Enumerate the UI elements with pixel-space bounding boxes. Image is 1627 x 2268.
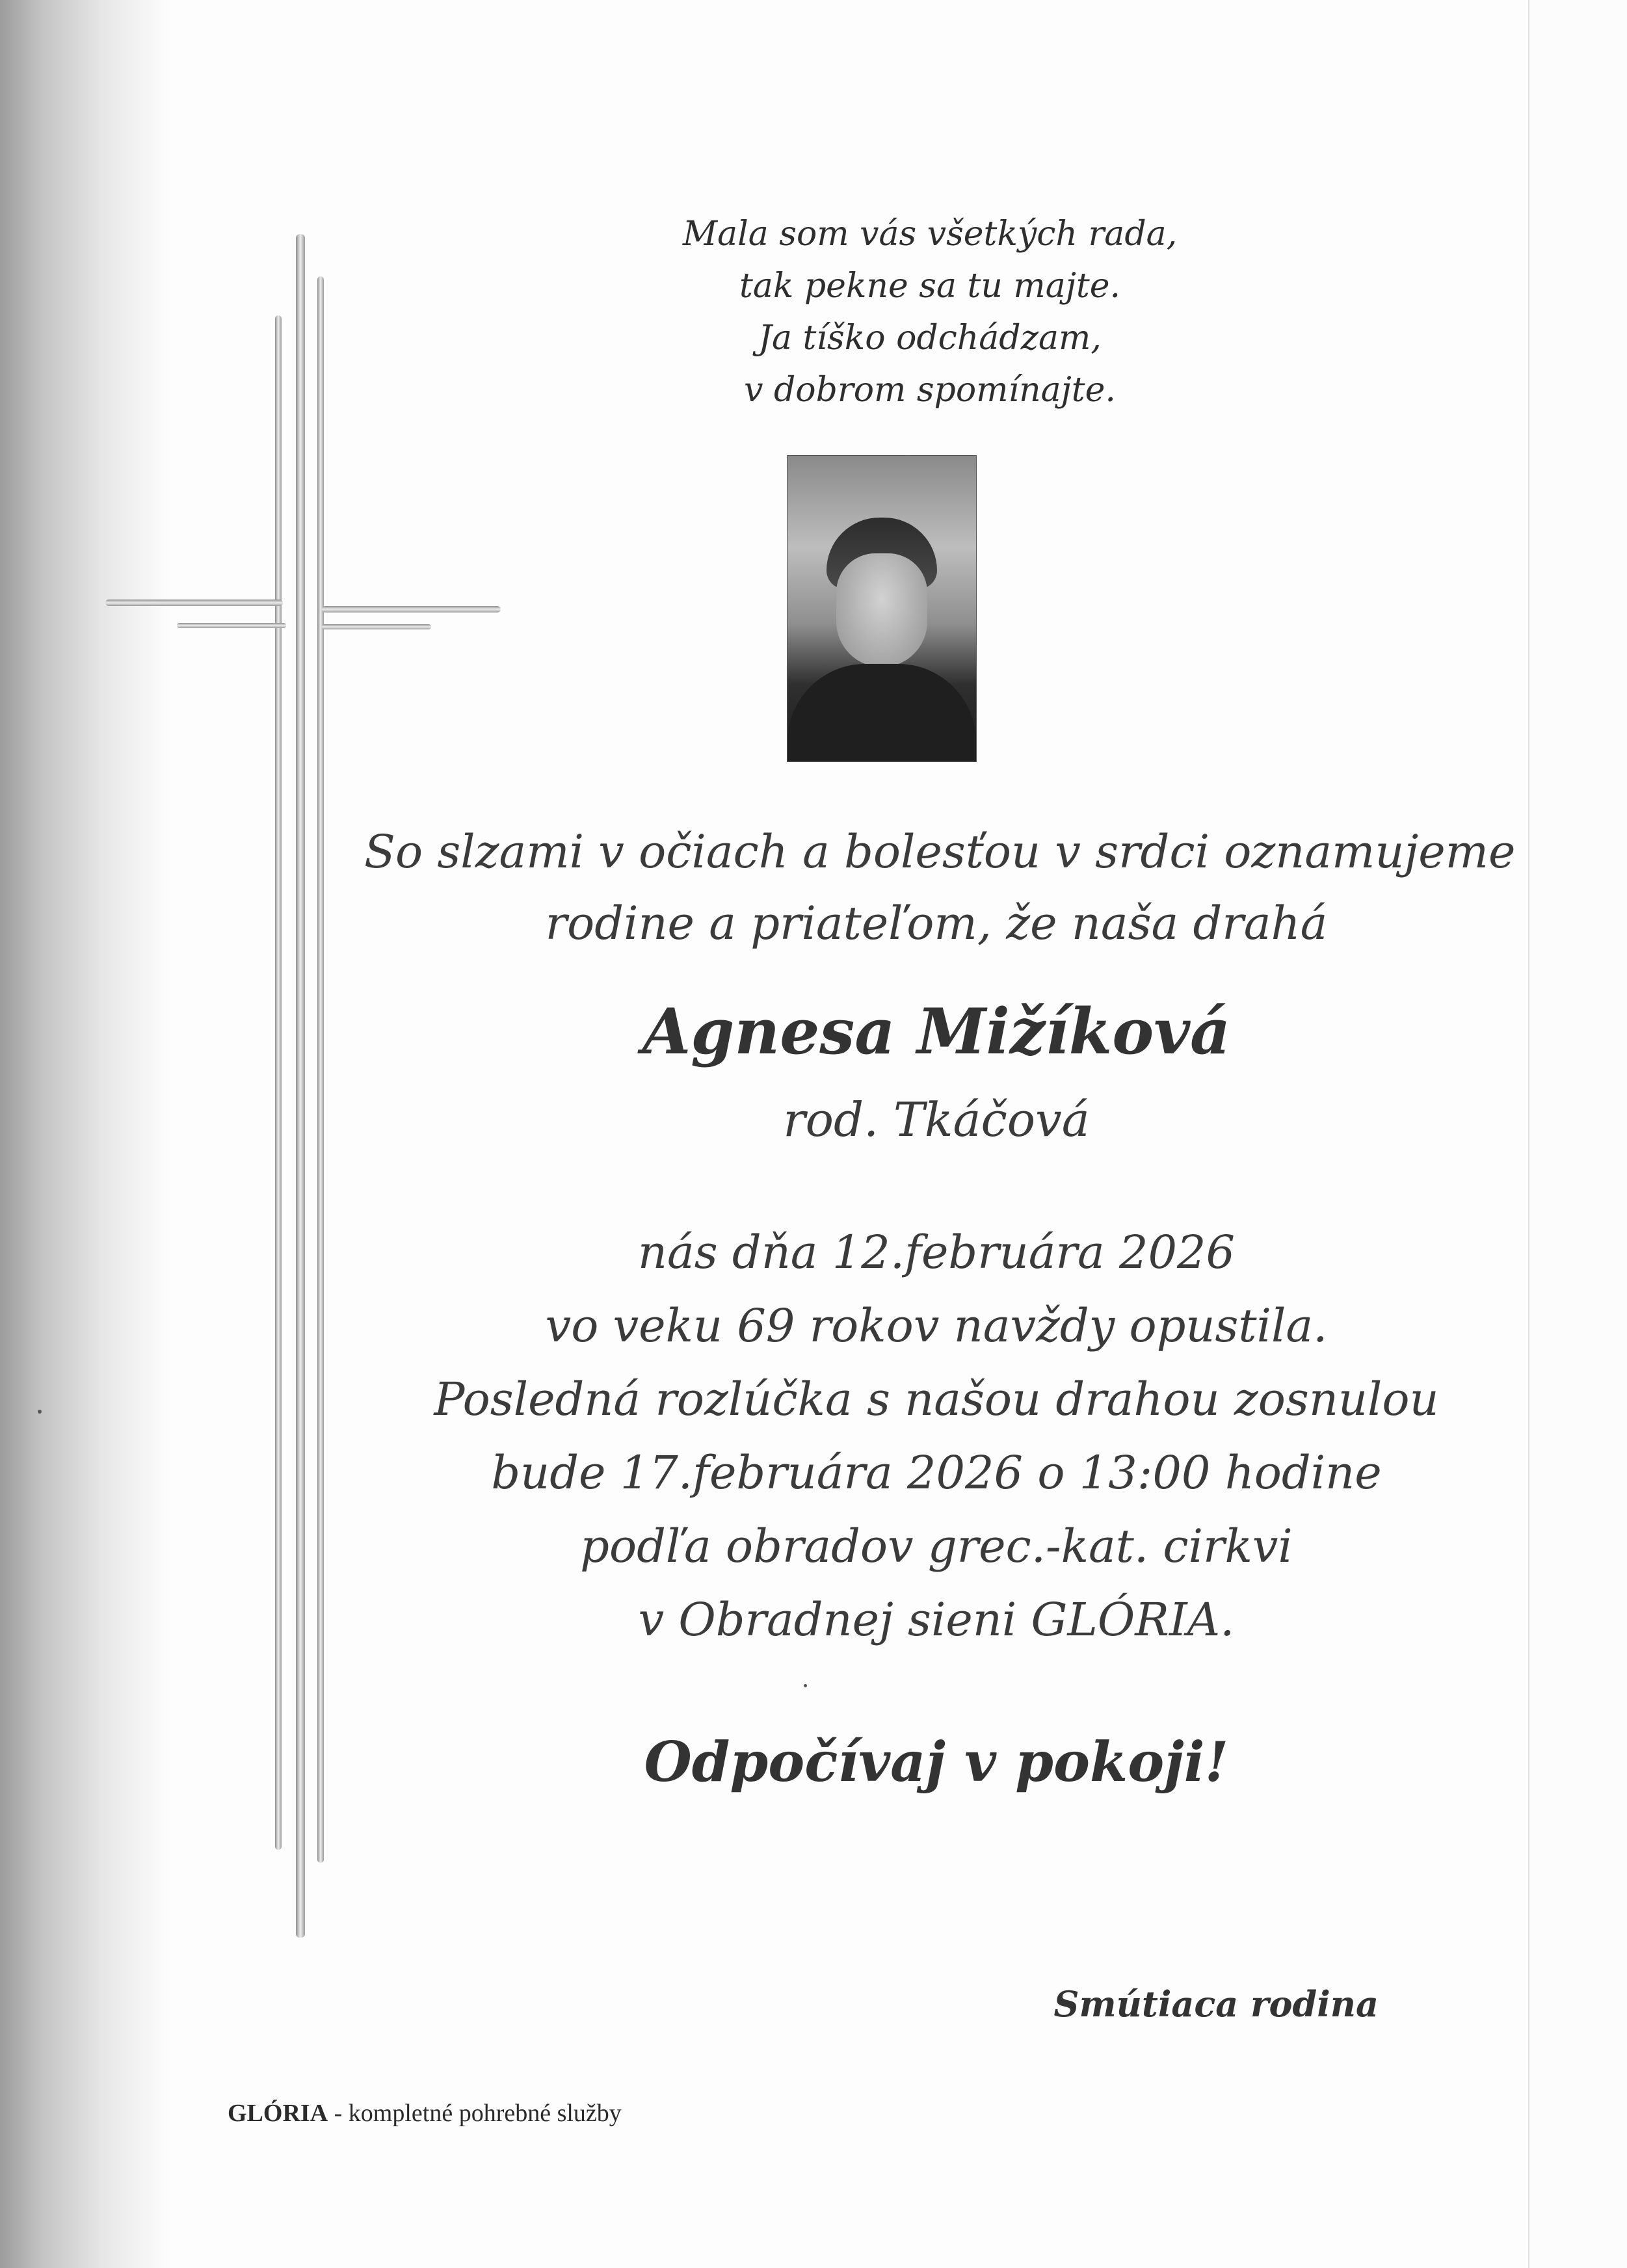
intro-line: rodine a priateľom, že naša drahá	[545, 897, 1328, 950]
signature: Smútiaca rodina	[1053, 1983, 1379, 2025]
scan-speck	[804, 1684, 807, 1687]
cross-vertical-bar-left	[275, 315, 282, 1850]
footer	[228, 2099, 622, 2128]
portrait-photo	[787, 455, 977, 762]
announcement-details	[364, 1216, 1509, 1657]
cross-horizontal-bar-right-lower	[322, 624, 431, 629]
scan-shadow-left	[0, 0, 169, 2268]
poem-line: v dobrom spomínajte.	[744, 371, 1116, 410]
poem-line: Mala som vás všetkých rada,	[682, 215, 1178, 254]
poem	[572, 208, 1288, 416]
cross-vertical-bar-main	[296, 234, 305, 1938]
scan-edge-right	[1528, 0, 1627, 2268]
intro-line: So slzami v očiach a bolesťou v srdci oznamujeme	[364, 825, 1516, 878]
detail-line: v Obradnej sieni GLÓRIA.	[638, 1593, 1235, 1646]
maiden-name: rod. Tkáčová	[783, 1092, 1090, 1147]
detail-line: vo veku 69 rokov navždy opustila.	[545, 1299, 1328, 1352]
detail-line: nás dňa 12.februára 2026	[637, 1226, 1236, 1279]
cross-vertical-bar-right	[317, 276, 324, 1863]
announcement-intro	[364, 816, 1516, 959]
footer-separator: -	[328, 2100, 349, 2127]
closing-phrase: Odpočívaj v pokoji!	[644, 1730, 1229, 1794]
footer-company: GLÓRIA	[228, 2100, 328, 2127]
portrait-face	[836, 553, 927, 667]
cross-horizontal-bar-left-upper	[105, 600, 283, 606]
cross-horizontal-bar-right-upper	[322, 606, 501, 613]
footer-tagline: kompletné pohrebné služby	[348, 2100, 622, 2127]
poem-line: tak pekne sa tu majte.	[739, 267, 1121, 306]
cross-horizontal-bar-left-lower	[177, 623, 286, 628]
detail-line: Posledná rozlúčka s našou drahou zosnulou	[434, 1373, 1439, 1426]
detail-line: podľa obradov grec.-kat. cirkvi	[580, 1520, 1293, 1573]
portrait-body	[787, 664, 976, 761]
scan-speck	[38, 1410, 42, 1414]
poem-line: Ja tíško odchádzam,	[758, 319, 1102, 358]
detail-line: bude 17.februára 2026 o 13:00 hodine	[491, 1446, 1382, 1499]
deceased-name: Agnesa Mižíková	[642, 995, 1231, 1068]
